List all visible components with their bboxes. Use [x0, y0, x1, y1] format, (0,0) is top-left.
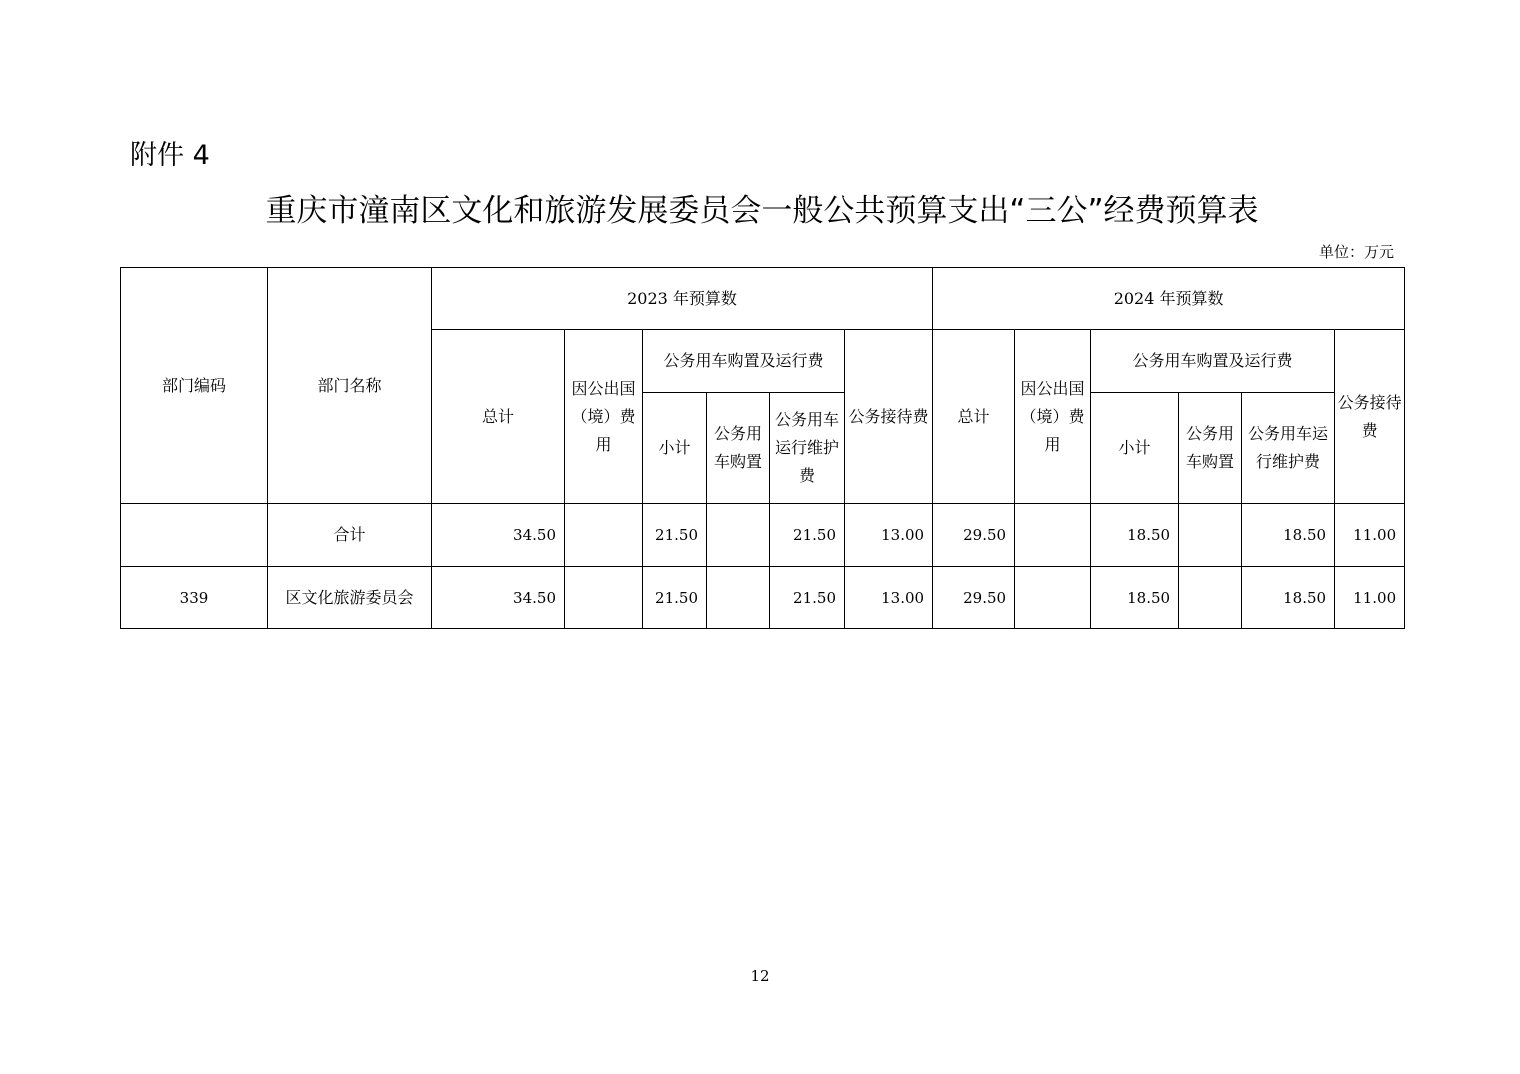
cell-dept-name: 区文化旅游委员会	[268, 567, 432, 629]
cell-2023-subtotal: 21.50	[643, 567, 707, 629]
cell-2024-abroad	[1015, 504, 1091, 567]
cell-2024-total: 29.50	[933, 504, 1015, 567]
cell-2023-purchase	[707, 504, 770, 567]
cell-2023-maintenance: 21.50	[770, 567, 845, 629]
header-2023-total: 总计	[432, 330, 565, 504]
header-2024-reception: 公务接待费	[1335, 330, 1405, 504]
header-2024-maintenance: 公务用车运行维护费	[1242, 393, 1335, 504]
cell-2023-total: 34.50	[432, 567, 565, 629]
cell-2024-total: 29.50	[933, 567, 1015, 629]
document-title: 重庆市潼南区文化和旅游发展委员会一般公共预算支出“三公”经费预算表	[265, 193, 1259, 229]
attachment-label: 附件 4	[130, 140, 210, 171]
cell-dept-code: 339	[121, 567, 268, 629]
table-row	[121, 567, 1405, 629]
page-number: 12	[750, 967, 770, 985]
cell-2023-maintenance: 21.50	[770, 504, 845, 567]
cell-2024-subtotal: 18.50	[1091, 504, 1179, 567]
cell-2024-subtotal: 18.50	[1091, 567, 1179, 629]
unit-label: 单位：万元	[1318, 243, 1394, 261]
table-row	[121, 504, 1405, 567]
header-2024-subtotal: 小计	[1091, 393, 1179, 504]
cell-2024-abroad	[1015, 567, 1091, 629]
budget-table	[120, 267, 1405, 629]
header-row-years	[121, 268, 1405, 330]
cell-2024-reception: 11.00	[1335, 567, 1405, 629]
header-2023-maintenance: 公务用车运行维护费	[770, 393, 845, 504]
cell-2024-reception: 11.00	[1335, 504, 1405, 567]
header-2024-total: 总计	[933, 330, 1015, 504]
cell-2023-purchase	[707, 567, 770, 629]
header-2024-vehicle-group: 公务用车购置及运行费	[1091, 330, 1335, 393]
cell-2023-abroad	[565, 504, 643, 567]
header-2023-subtotal: 小计	[643, 393, 707, 504]
cell-2024-purchase	[1179, 567, 1242, 629]
cell-2023-reception: 13.00	[845, 567, 933, 629]
header-year-2024: 2024 年预算数	[933, 268, 1405, 330]
cell-2023-reception: 13.00	[845, 504, 933, 567]
cell-2024-maintenance: 18.50	[1242, 567, 1335, 629]
header-2023-purchase: 公务用车购置	[707, 393, 770, 504]
header-dept-name: 部门名称	[268, 268, 432, 504]
header-2023-abroad: 因公出国（境）费用	[565, 330, 643, 504]
header-2024-purchase: 公务用车购置	[1179, 393, 1242, 504]
cell-2024-maintenance: 18.50	[1242, 504, 1335, 567]
cell-2023-total: 34.50	[432, 504, 565, 567]
header-2024-abroad: 因公出国（境）费用	[1015, 330, 1091, 504]
header-2023-vehicle-group: 公务用车购置及运行费	[643, 330, 845, 393]
cell-dept-name: 合计	[268, 504, 432, 567]
header-year-2023: 2023 年预算数	[432, 268, 933, 330]
cell-2024-purchase	[1179, 504, 1242, 567]
cell-2023-subtotal: 21.50	[643, 504, 707, 567]
cell-dept-code	[121, 504, 268, 567]
cell-2023-abroad	[565, 567, 643, 629]
header-2023-reception: 公务接待费	[845, 330, 933, 504]
header-dept-code: 部门编码	[121, 268, 268, 504]
